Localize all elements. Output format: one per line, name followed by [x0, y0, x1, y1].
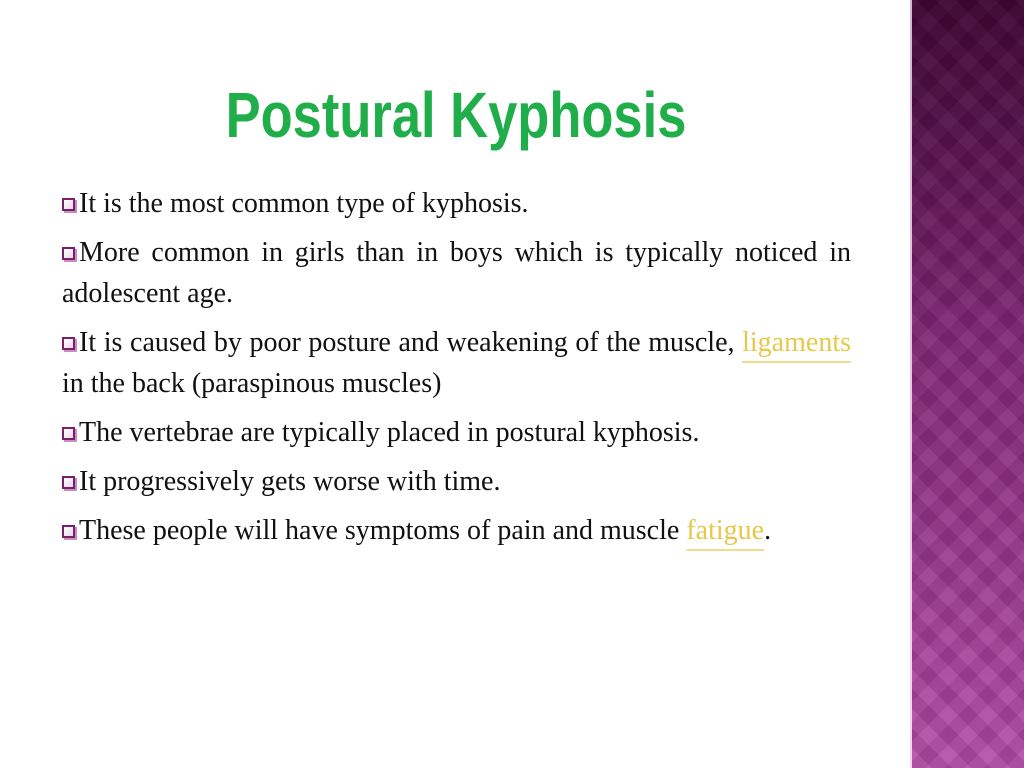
bullet-list: [62, 183, 851, 559]
bullet-text: It is caused by poor posture and weakening of the muscle,: [79, 327, 743, 358]
list-item: [62, 461, 851, 502]
square-bullet-icon: [62, 476, 75, 489]
square-bullet-icon: [62, 337, 75, 350]
list-item: [62, 183, 851, 224]
square-bullet-icon: [62, 198, 75, 211]
bullet-text: These people will have symptoms of pain and muscle: [79, 515, 687, 546]
square-bullet-icon: [62, 525, 75, 538]
square-bullet-icon: [62, 247, 75, 260]
bullet-text: .: [764, 515, 772, 546]
square-bullet-icon: [62, 427, 75, 440]
bullet-text: It is the most common type of kyphosis.: [79, 188, 529, 219]
bullet-text: The vertebrae are typically placed in postural kyphosis.: [79, 417, 700, 448]
list-item: [62, 322, 851, 404]
ligaments-link[interactable]: ligaments: [742, 327, 851, 358]
list-item: [62, 510, 851, 551]
decorative-side-panel: [912, 0, 1024, 768]
bullet-text: More common in girls than in boys which is typically noticed in adolescent age.: [62, 237, 851, 309]
slide-title: Postural Kyphosis: [225, 79, 687, 151]
list-item: [62, 232, 851, 314]
list-item: [62, 412, 851, 453]
fatigue-link[interactable]: fatigue: [686, 515, 765, 546]
bullet-text: in the back (paraspinous muscles): [62, 368, 442, 399]
bullet-text: It progressively gets worse with time.: [79, 466, 501, 497]
